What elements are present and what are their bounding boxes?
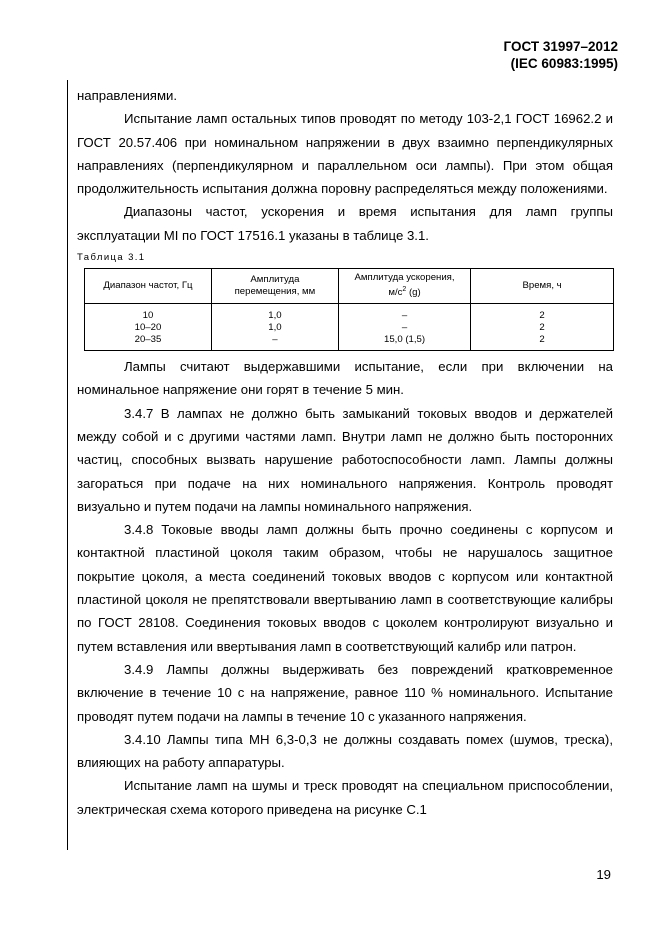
- paragraph-pass-criteria: Лампы считают выдержавшими испытание, если при включении на номинальное напряжение они горят в течение 5 мин.: [77, 359, 613, 398]
- header-displacement-amplitude: [211, 269, 338, 304]
- table-cell: –: [401, 310, 408, 322]
- cell-times: [471, 304, 614, 351]
- header-displacement-line1: Амплитуда: [250, 274, 300, 286]
- table-cell: 1,0: [268, 322, 282, 334]
- header-acceleration-g: (g): [406, 287, 421, 299]
- table-cell: 2: [539, 322, 545, 334]
- header-acceleration-unit: м/с: [388, 287, 403, 299]
- table-cell: 15,0 (1,5): [383, 334, 426, 346]
- paragraph-continuation: направлениями.: [77, 88, 178, 103]
- paragraph-3-4-9: 3.4.9 Лампы должны выдерживать без повреждений кратковременное включение в течение 10 с на напряжение, равное 110 % номинального. Испытание проводят путем подачи на лампы в течение 10 с указанного напряжения.: [77, 661, 613, 724]
- header-time: Время, ч: [471, 269, 614, 304]
- table-cell: 1,0: [268, 310, 282, 322]
- table-cell: 10–20: [134, 322, 162, 334]
- paragraph-test-method: Испытание ламп остальных типов проводят по методу 103-2,1 ГОСТ 16962.2 и ГОСТ 20.57.406 при номинальном напряжении в двух взаимно перпендикулярных направлениях (перпендикулярном и параллельном оси лампы). При этом общая продолжительность испытания должна поровну распределяться между положениями.: [77, 111, 613, 197]
- header-acceleration-line2: [341, 284, 468, 299]
- header-displacement-line2: перемещения, мм: [234, 286, 316, 298]
- table-header-row: [85, 269, 614, 304]
- table-caption: Таблица 3.1: [77, 252, 146, 264]
- cell-displacements: [211, 304, 338, 351]
- paragraph-3-4-8: 3.4.8 Токовые вводы ламп должны быть прочно соединены с корпусом и контактной пластиной цоколя таким образом, чтобы не нарушалось защитное покрытие цоколя, а места соединений токовых вводов с корпусом или контактной пластиной цоколя не препятствовали ввертыванию ламп в соответствующие калибры по ГОСТ 28108. Соединения токовых вводов с цоколем контролируют визуально и путем вставления или ввертывания ламп в соответствующий калибр или патрон.: [77, 522, 613, 654]
- cell-accelerations: [338, 304, 470, 351]
- header-acceleration-line1: Амплитуда ускорения,: [354, 272, 455, 284]
- page-number: 19: [596, 867, 611, 882]
- header-acceleration-amplitude: [338, 269, 470, 304]
- body-text: [77, 84, 613, 821]
- vibration-table: [84, 268, 614, 351]
- table-cell: –: [272, 334, 278, 346]
- paragraph-3-4-7: 3.4.7 В лампах не должно быть замыканий токовых вводов и держателей между собой и с другими частями ламп. Внутри ламп не должно быть посторонних частиц, способных вызвать нарушение работоспособности ламп. Лампы должны загораться при подаче на них номинального напряжения. Контроль проводят визуально и путем подачи на лампы номинального напряжения.: [77, 405, 613, 514]
- table-cell: 10: [142, 310, 154, 322]
- table-cell: –: [401, 322, 408, 334]
- header-acceleration-superscript: 2: [402, 286, 407, 294]
- paragraph-frequency-ranges: Диапазоны частот, ускорения и время испытания для ламп группы эксплуатации МI по ГОСТ 17516.1 указаны в таблице 3.1.: [77, 204, 613, 243]
- table-cell: 2: [539, 310, 545, 322]
- paragraph-3-4-10: 3.4.10 Лампы типа МН 6,3-0,3 не должны создавать помех (шумов, треска), влияющих на работу аппаратуры.: [77, 731, 613, 771]
- paragraph-noise-test: Испытание ламп на шумы и треск проводят на специальном приспособлении, электрическая схема которого приведена на рисунке С.1: [77, 778, 613, 817]
- header-frequency-range: Диапазон частот, Гц: [85, 269, 212, 304]
- margin-rule: [67, 80, 68, 850]
- table-cell: 20–35: [134, 334, 162, 346]
- standard-number: ГОСТ 31997–2012: [503, 39, 618, 54]
- table-cell: 2: [539, 334, 545, 346]
- standard-iec-reference: (IEC 60983:1995): [510, 56, 618, 71]
- table-body-row: [85, 304, 614, 351]
- cell-frequency-ranges: [85, 304, 212, 351]
